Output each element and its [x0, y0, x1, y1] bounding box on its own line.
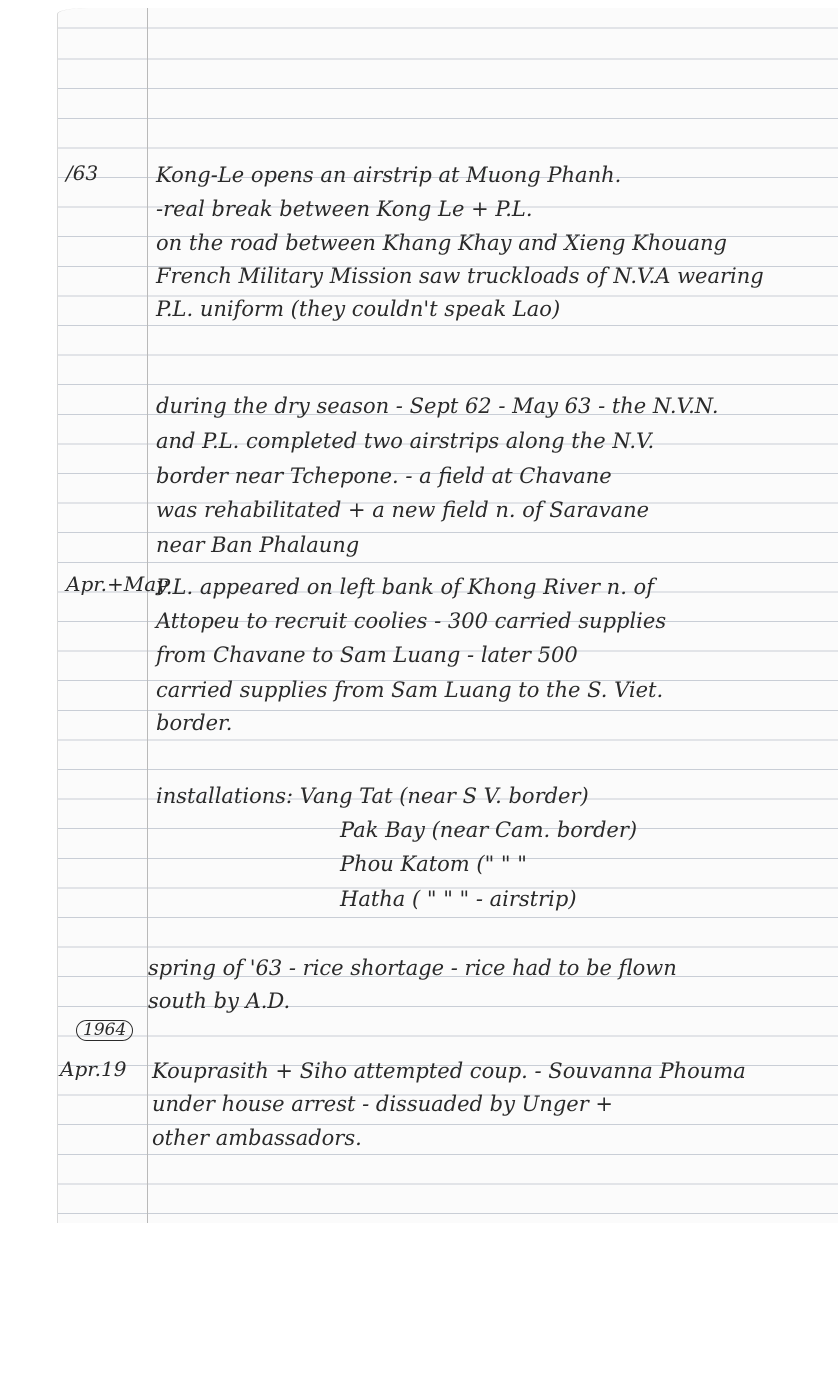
note-line: under house arrest - dissuaded by Unger + — [152, 1092, 614, 1116]
note-line: from Chavane to Sam Luang - later 500 — [156, 643, 578, 667]
note-line: Hatha ( " " " - airstrip) — [340, 887, 577, 911]
entry-date: /63 — [66, 161, 99, 185]
note-line: border. — [156, 711, 233, 735]
note-line: carried supplies from Sam Luang to the S. Viet. — [156, 678, 664, 702]
note-line: near Ban Phalaung — [156, 533, 360, 557]
note-line: -real break between Kong Le + P.L. — [156, 197, 533, 221]
note-line: spring of '63 - rice shortage - rice had to be flown — [148, 956, 677, 980]
note-line: was rehabilitated + a new field n. of Saravane — [156, 498, 650, 522]
note-line: Phou Katom (" " " — [340, 852, 527, 876]
note-line: south by A.D. — [148, 989, 291, 1013]
note-line: French Military Mission saw truckloads of N.V.A wearing — [156, 264, 764, 288]
entry-date: Apr.+May — [66, 572, 168, 596]
note-line: P.L. appeared on left bank of Khong River n. of — [156, 575, 654, 599]
note-line: Pak Bay (near Cam. border) — [340, 818, 638, 842]
note-line: Kouprasith + Siho attempted coup. - Souvanna Phouma — [152, 1059, 746, 1083]
note-line: and P.L. completed two airstrips along the N.V. — [156, 429, 655, 453]
note-line: on the road between Khang Khay and Xieng Khouang — [156, 231, 727, 255]
note-line: P.L. uniform (they couldn't speak Lao) — [156, 297, 561, 321]
margin-line — [147, 8, 148, 1223]
note-line: Kong-Le opens an airstrip at Muong Phanh. — [156, 163, 622, 187]
note-line: other ambassadors. — [152, 1126, 362, 1150]
note-line: installations: Vang Tat (near S V. border) — [156, 784, 589, 808]
note-line: Attopeu to recruit coolies - 300 carried supplies — [156, 609, 667, 633]
year-marker: 1964 — [76, 1020, 133, 1041]
note-line: during the dry season - Sept 62 - May 63 - the N.V.N. — [156, 394, 719, 418]
note-line: border near Tchepone. - a field at Chavane — [156, 464, 612, 488]
entry-date: Apr.19 — [60, 1057, 127, 1081]
